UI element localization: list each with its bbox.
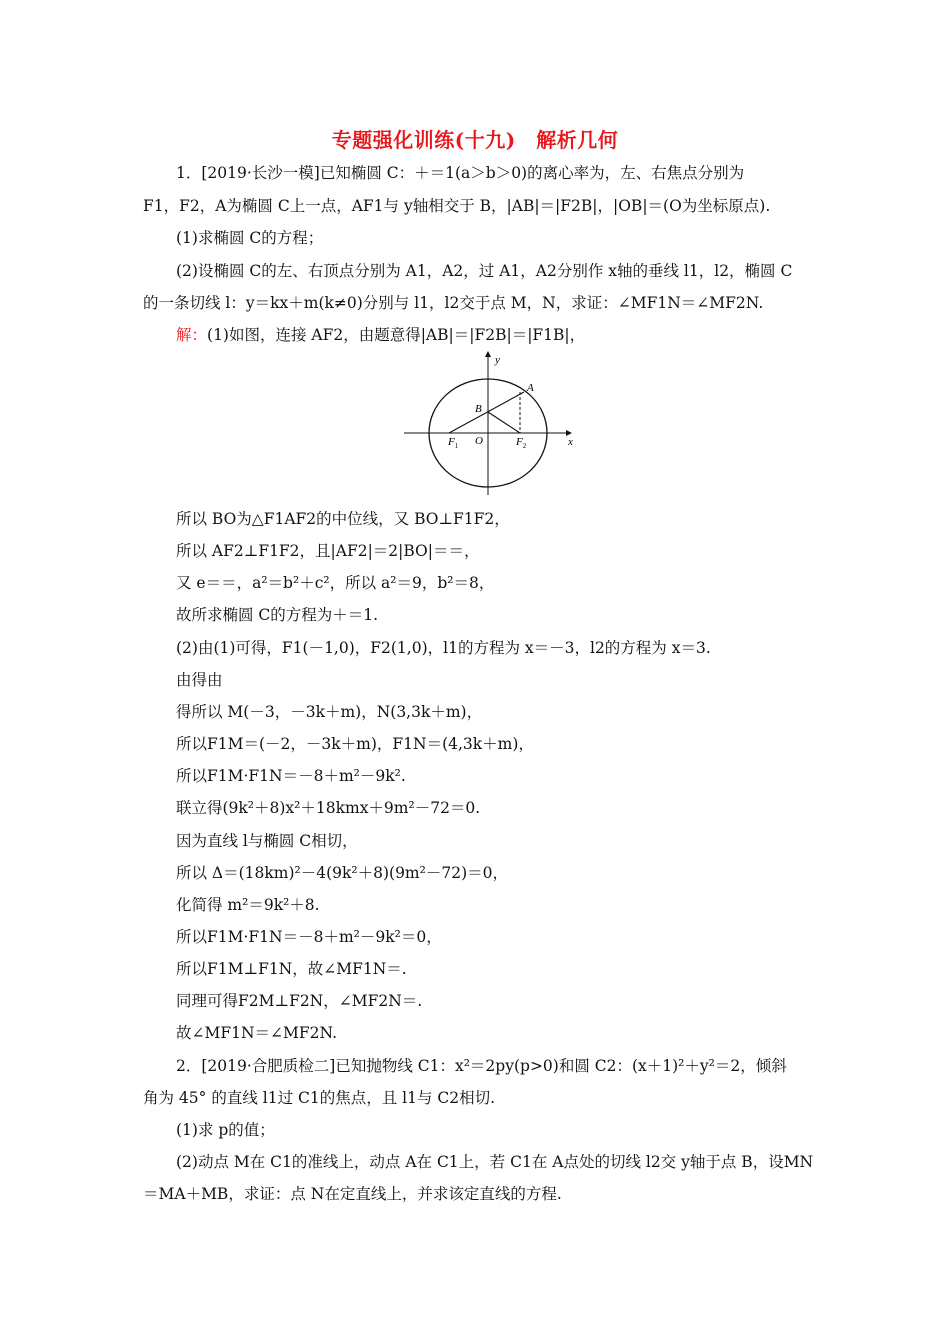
- solution-line-12: 因为直线 l与椭圆 C相切，: [176, 832, 358, 850]
- solution-line-7: 由得由: [176, 671, 223, 689]
- label-F1: $F_1$: [448, 436, 459, 450]
- label-B: B: [475, 403, 482, 415]
- label-O: O: [475, 435, 483, 447]
- solution-line-11: 联立得(9k²＋8)x²＋18kmx＋9m²－72＝0.: [176, 799, 481, 817]
- solution-line-16: 所以F1M⊥F1N，故∠MF1N＝.: [176, 960, 407, 978]
- solution-line-2: 所以 BO为△F1AF2的中位线，又 BO⊥F1F2，: [176, 510, 510, 528]
- problem-2-part-2-line-2: ＝MA＋MB，求证：点 N在定直线上，并求该定直线的方程.: [143, 1185, 562, 1203]
- solution-line-9: 所以F1M＝(－2，－3k＋m)，F1N＝(4,3k＋m)，: [176, 735, 534, 753]
- solution-line-1: [176, 325, 585, 345]
- y-axis-arrow-icon: [485, 351, 491, 357]
- label-F2: $F_2$: [516, 436, 527, 450]
- problem-2-part-1: (1)求 p的值；: [176, 1121, 275, 1139]
- problem-2-line-2: 角为 45° 的直线 l1过 C1的焦点，且 l1与 C2相切.: [143, 1089, 496, 1107]
- solution-line-8: 得所以 M(－3，－3k＋m)，N(3,3k＋m)，: [176, 703, 483, 721]
- problem-1-line-1: 1．[2019·长沙一模]已知椭圆 C：＋＝1(a＞b＞0)的离心率为，左、右焦点分别为: [176, 164, 745, 182]
- solution-line-13: 所以 Δ＝(18km)²－4(9k²＋8)(9m²－72)＝0，: [176, 864, 508, 882]
- solution-line-18: 故∠MF1N＝∠MF2N.: [176, 1024, 338, 1042]
- page-title: 专题强化训练(十九) 解析几何: [331, 128, 619, 152]
- solution-line-10: 所以F1M·F1N＝－8＋m²－9k².: [176, 767, 406, 785]
- solution-line-15: 所以F1M·F1N＝－8＋m²－9k²＝0，: [176, 928, 442, 946]
- segment-B-F2: [488, 412, 520, 433]
- label-x: x: [568, 436, 573, 448]
- solution-line-5: 故所求椭圆 C的方程为＋＝1.: [176, 606, 379, 624]
- problem-2-line-1: 2．[2019·合肥质检二]已知抛物线 C1：x²＝2py(p>0)和圆 C2：(x＋1)²＋y²＝2，倾斜: [176, 1057, 787, 1075]
- problem-1-line-2: F1，F2，A为椭圆 C上一点，AF1与 y轴相交于 B，|AB|＝|F2B|，|OB|＝(O为坐标原点).: [143, 197, 771, 215]
- solution-line-17: 同理可得F2M⊥F2N，∠MF2N＝.: [176, 992, 423, 1010]
- segment-F1-A: [449, 392, 524, 433]
- solution-line-1-text: (1)如图，连接 AF2，由题意得|AB|＝|F2B|＝|F1B|，: [207, 326, 586, 344]
- ellipse-figure: [402, 347, 602, 497]
- solution-line-6: (2)由(1)可得，F1(－1,0)，F2(1,0)，l1的方程为 x＝－3，l2的方程为 x＝3.: [176, 639, 711, 657]
- solution-label: 解：: [176, 326, 208, 344]
- solution-line-3: 所以 AF2⊥F1F2，且|AF2|＝2|BO|＝＝，: [176, 542, 480, 560]
- problem-1-part-2-line-2: 的一条切线 l：y＝kx＋m(k≠0)分别与 l1，l2交于点 M，N，求证：∠MF1N＝∠MF2N.: [143, 294, 764, 312]
- solution-line-4: 又 e＝＝，a²＝b²＋c²，所以 a²＝9，b²＝8，: [176, 574, 495, 592]
- problem-1-part-1: (1)求椭圆 C的方程；: [176, 229, 324, 247]
- label-y: y: [495, 354, 500, 366]
- problem-2-part-2-line-1: (2)动点 M在 C1的准线上，动点 A在 C1上，若 C1在 A点处的切线 l2交 y轴于点 B，设MN: [176, 1153, 814, 1171]
- problem-1-part-2-line-1: (2)设椭圆 C的左、右顶点分别为 A1，A2，过 A1，A2分别作 x轴的垂线 l1，l2，椭圆 C: [176, 262, 793, 280]
- label-A: A: [527, 382, 534, 394]
- solution-line-14: 化简得 m²＝9k²＋8.: [176, 896, 320, 914]
